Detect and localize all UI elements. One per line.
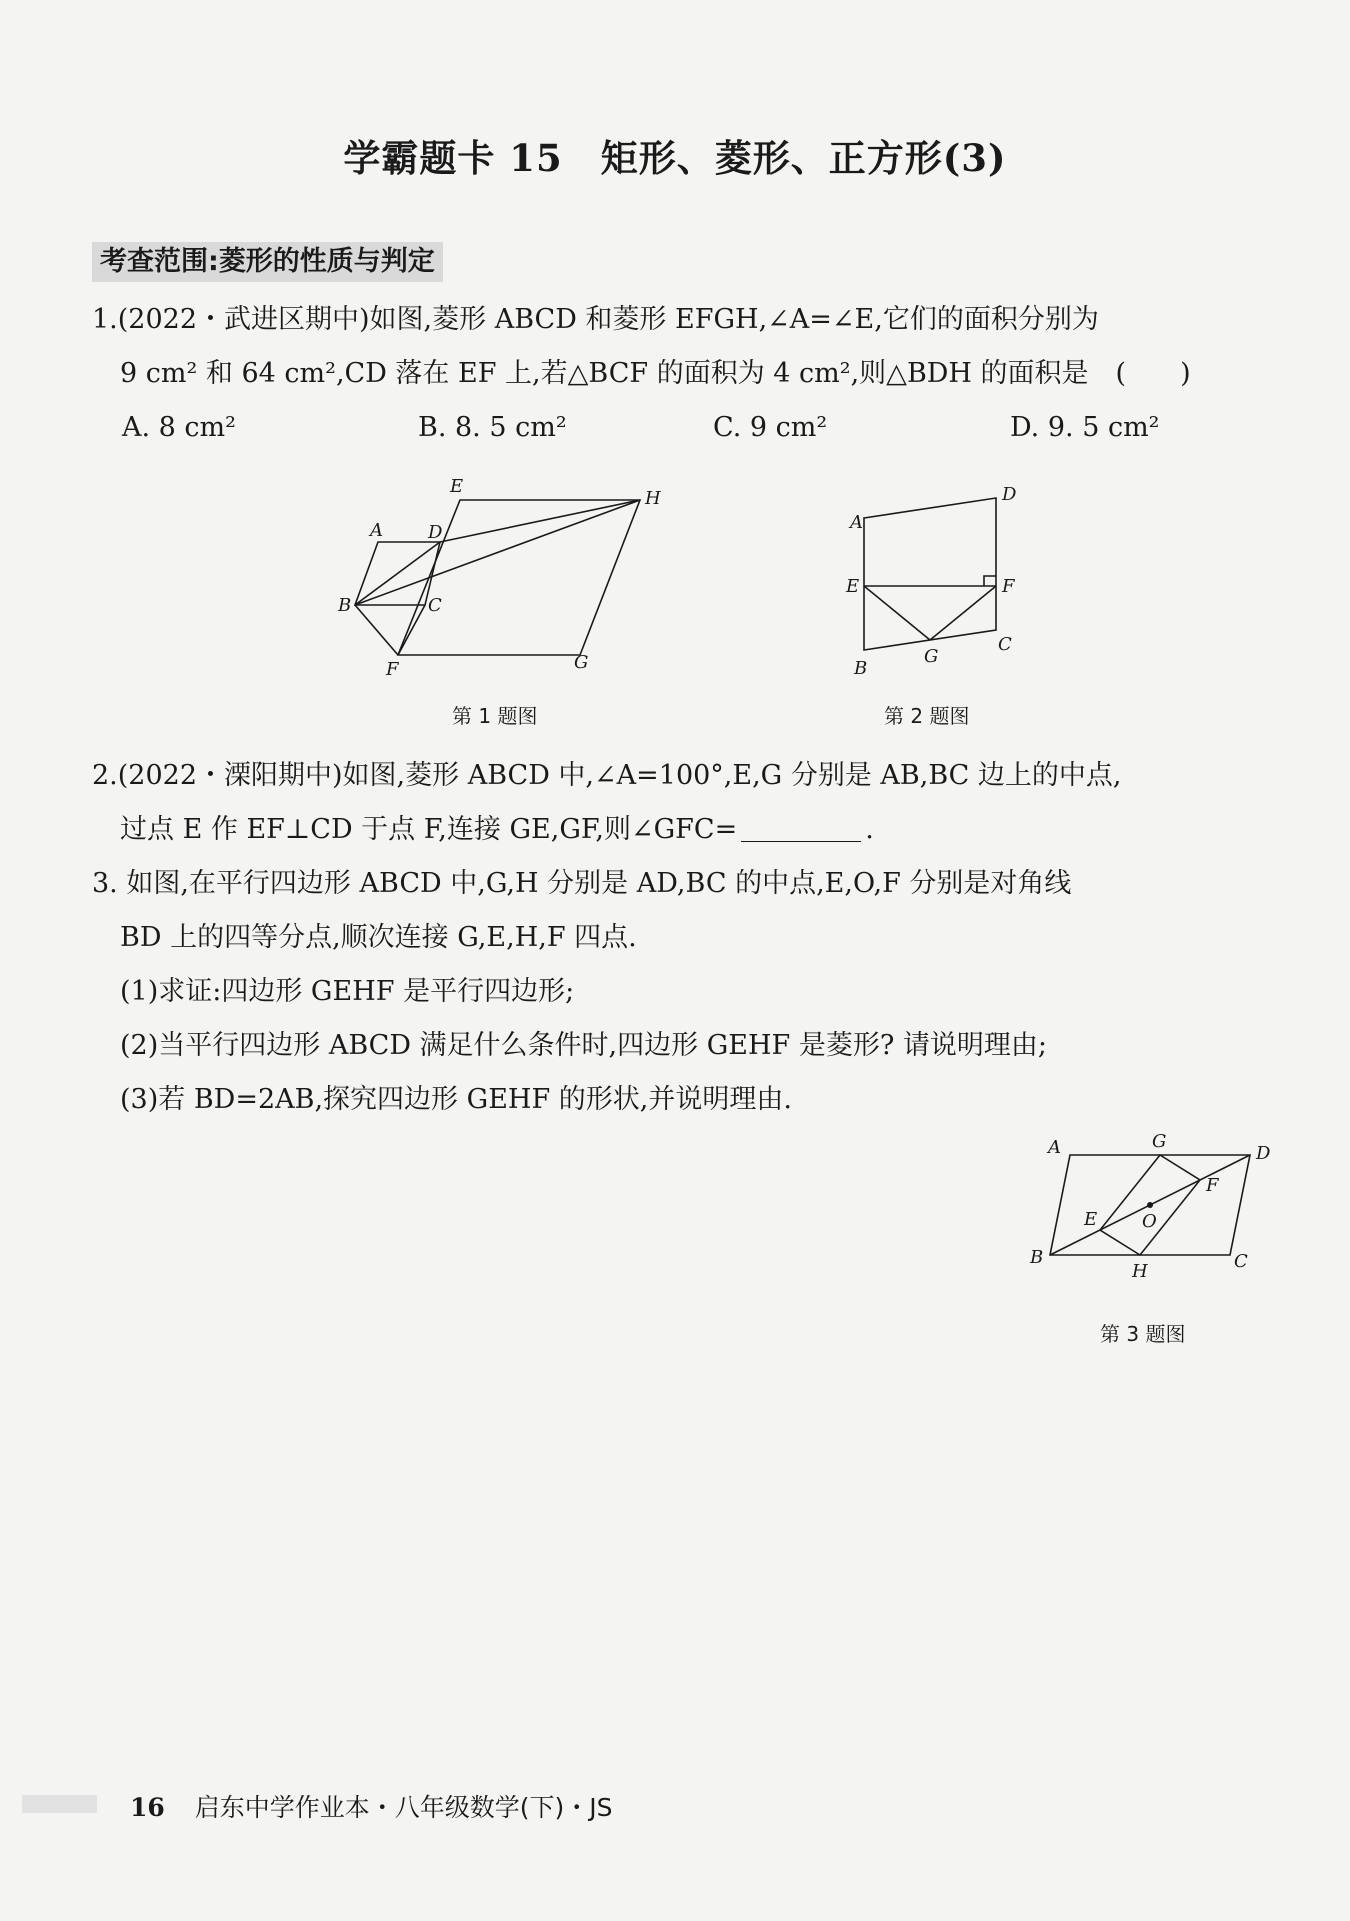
page-footer — [130, 1788, 613, 1824]
figure-1 — [330, 470, 670, 690]
fig2-label-a: A — [850, 512, 863, 533]
q1-option-b: B. 8. 5 cm² — [418, 412, 567, 443]
q2-line2 — [120, 812, 874, 848]
fig2-label-f: F — [1002, 576, 1015, 597]
fig1-label-d: D — [428, 522, 443, 543]
fig2-label-e: E — [846, 576, 860, 597]
q3-sub3: (3)若 BD=2AB,探究四边形 GEHF 的形状,并说明理由. — [120, 1084, 792, 1115]
fig2-right-angle-mark — [984, 576, 996, 586]
fig3-point-o — [1147, 1202, 1153, 1208]
fig1-label-a: A — [370, 520, 383, 541]
page-title: 学霸题卡 15 矩形、菱形、正方形(3) — [343, 136, 1007, 180]
q2-line2-text: 过点 E 作 EF⊥CD 于点 F,连接 GE,GF,则∠GFC= — [120, 814, 738, 845]
fig3-label-f: F — [1206, 1175, 1219, 1196]
fig1-segment-bh — [355, 500, 640, 605]
fig1-segment-cf — [398, 605, 425, 655]
q2-line1: 2.(2022・溧阳期中)如图,菱形 ABCD 中,∠A=100°,E,G 分别是 AB,BC 边上的中点, — [92, 760, 1122, 791]
fig3-caption: 第 3 题图 — [1100, 1322, 1186, 1346]
fig1-label-e: E — [450, 476, 464, 497]
fig2-rhombus-abcd — [864, 498, 996, 650]
footer-smudge — [22, 1795, 97, 1813]
fig2-caption: 第 2 题图 — [884, 704, 970, 728]
fig1-label-g: G — [574, 652, 589, 673]
q1-option-d: D. 9. 5 cm² — [1010, 412, 1160, 443]
fig3-label-e: E — [1084, 1209, 1098, 1230]
fig2-label-c: C — [998, 634, 1012, 655]
fig1-label-b: B — [338, 595, 352, 616]
page-number: 16 — [130, 1793, 165, 1822]
fig2-label-d: D — [1002, 484, 1017, 505]
q1-option-a: A. 8 cm² — [122, 412, 236, 443]
figure-2 — [840, 480, 1040, 680]
fig3-label-b: B — [1030, 1247, 1044, 1268]
fig3-label-o: O — [1142, 1211, 1157, 1232]
fig2-label-b: B — [854, 658, 868, 679]
fig1-caption: 第 1 题图 — [452, 704, 538, 728]
fig2-segment-eg — [864, 586, 930, 640]
fig3-label-c: C — [1234, 1251, 1248, 1272]
q3-sub1: (1)求证:四边形 GEHF 是平行四边形; — [120, 976, 575, 1007]
q3-line1: 3. 如图,在平行四边形 ABCD 中,G,H 分别是 AD,BC 的中点,E,O,F 分别是对角线 — [92, 868, 1072, 899]
fig3-label-a: A — [1048, 1137, 1061, 1158]
fig3-label-d: D — [1256, 1143, 1271, 1164]
q1-line2: 9 cm² 和 64 cm²,CD 落在 EF 上,若△BCF 的面积为 4 cm²,则△BDH 的面积是 ( ) — [120, 358, 1191, 389]
fig3-label-h: H — [1132, 1261, 1148, 1282]
q1-option-c: C. 9 cm² — [713, 412, 828, 443]
fig1-label-c: C — [428, 595, 442, 616]
fig1-label-h: H — [645, 488, 661, 509]
fig1-label-f: F — [386, 659, 399, 680]
fig2-label-g: G — [924, 646, 939, 667]
fig1-segment-dh — [440, 500, 640, 542]
q3-line2: BD 上的四等分点,顺次连接 G,E,H,F 四点. — [120, 922, 637, 953]
book-title: 启东中学作业本・八年级数学(下)・JS — [194, 1793, 613, 1822]
q2-answer-blank — [741, 815, 861, 842]
fig3-label-g: G — [1152, 1131, 1167, 1152]
section-tag: 考查范围:菱形的性质与判定 — [92, 242, 443, 282]
q2-line2-end: . — [865, 814, 874, 845]
fig1-segment-bf — [355, 605, 398, 655]
figure-3 — [1020, 1125, 1280, 1295]
q1-line1: 1.(2022・武进区期中)如图,菱形 ABCD 和菱形 EFGH,∠A=∠E,它们的面积分别为 — [92, 304, 1099, 335]
q3-sub2: (2)当平行四边形 ABCD 满足什么条件时,四边形 GEHF 是菱形? 请说明理由; — [120, 1030, 1048, 1061]
